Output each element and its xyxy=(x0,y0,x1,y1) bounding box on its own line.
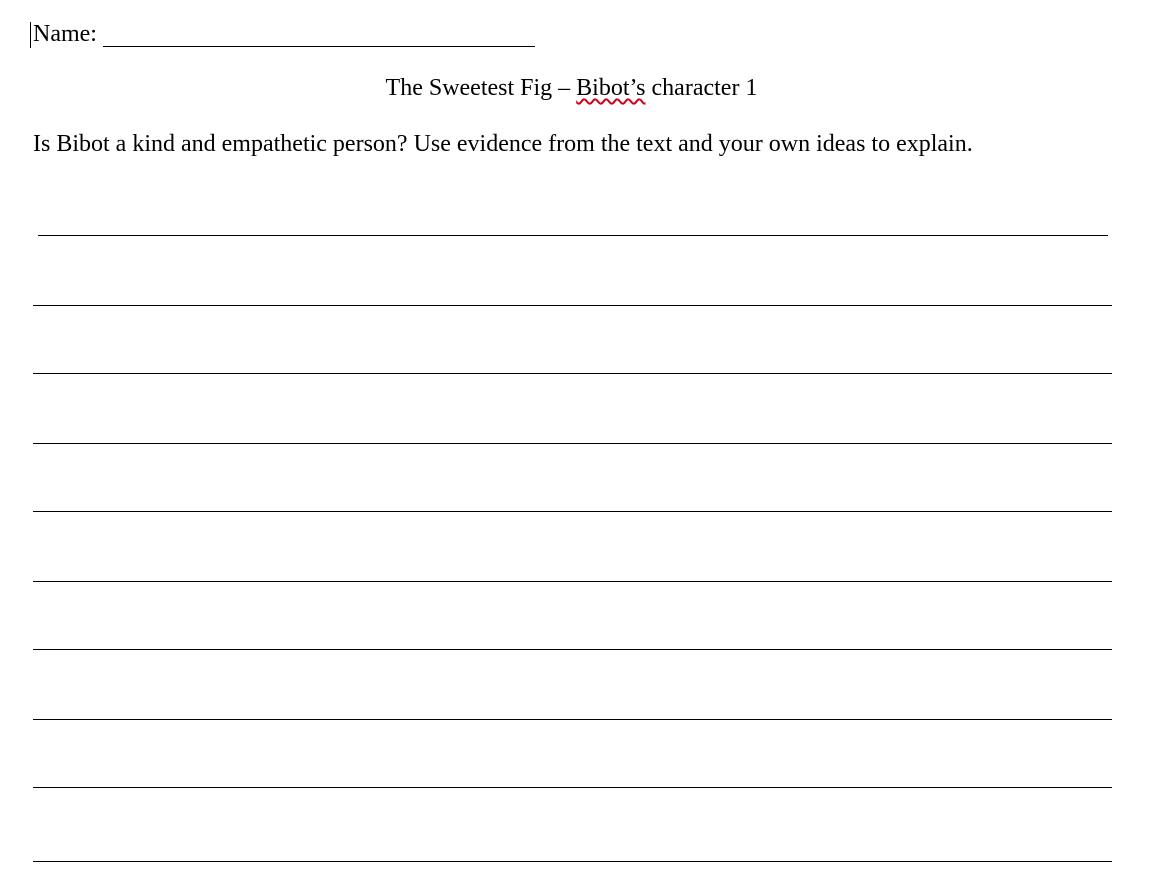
title-prefix: The Sweetest Fig – xyxy=(385,75,577,101)
answer-line[interactable] xyxy=(33,719,1112,720)
text-cursor xyxy=(30,22,31,48)
title-suffix: character 1 xyxy=(645,75,758,101)
answer-line[interactable] xyxy=(33,581,1112,582)
answer-line[interactable] xyxy=(33,443,1112,444)
answer-line[interactable] xyxy=(33,861,1112,862)
name-label: Name: xyxy=(33,21,97,47)
name-input-line[interactable] xyxy=(103,46,535,47)
answer-line[interactable] xyxy=(33,511,1112,512)
title-misspelled-word[interactable]: Bibot’s xyxy=(576,75,646,101)
answer-line[interactable] xyxy=(38,235,1108,236)
answer-line[interactable] xyxy=(33,305,1112,306)
worksheet-title xyxy=(0,72,1143,104)
answer-line[interactable] xyxy=(33,373,1112,374)
question-prompt: Is Bibot a kind and empathetic person? Use evidence from the text and your own ideas to explain. xyxy=(33,131,973,157)
answer-line[interactable] xyxy=(33,649,1112,650)
answer-line[interactable] xyxy=(33,787,1112,788)
